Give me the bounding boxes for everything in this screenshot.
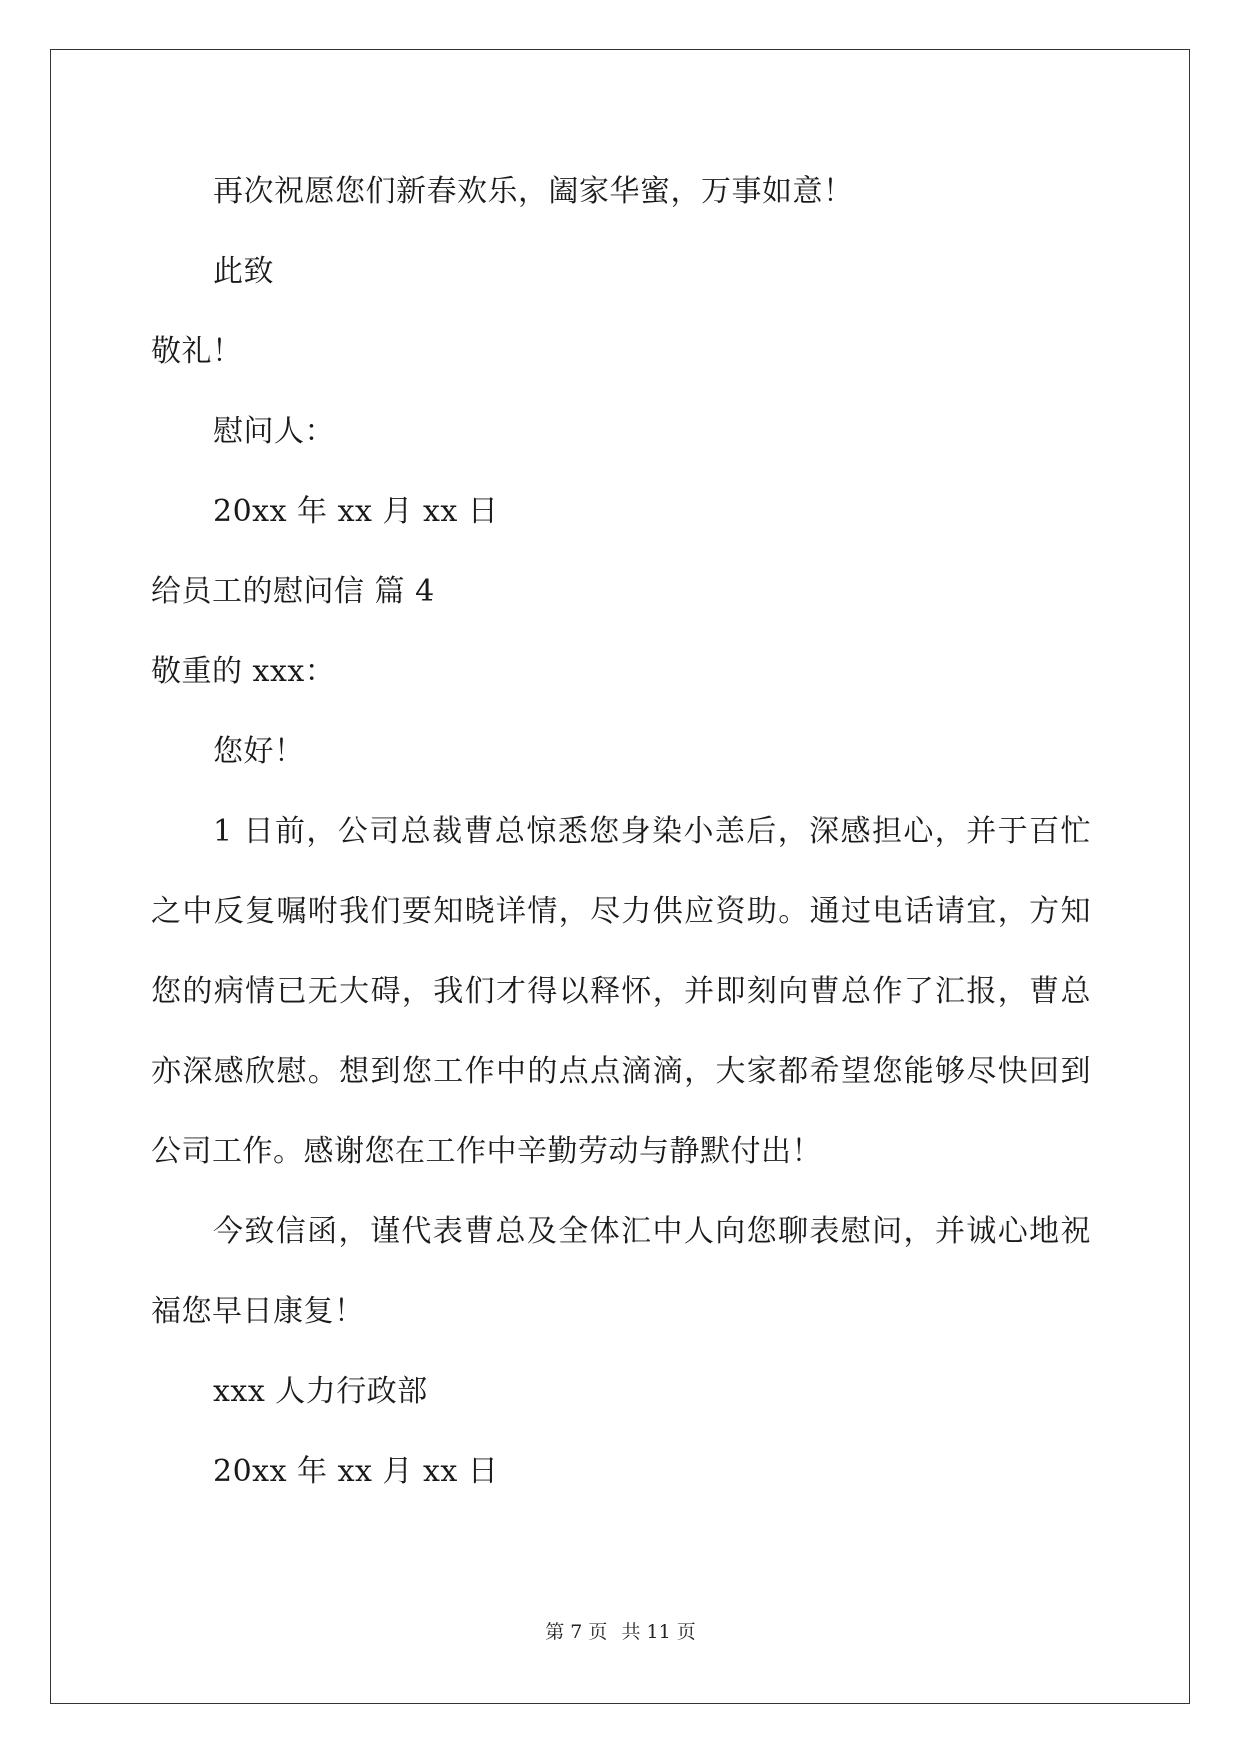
page-total: 共 11 页 — [621, 1621, 696, 1643]
body-paragraph-line: 您的病情已无大碍，我们才得以释怀，并即刻向曹总作了汇报，曹总 — [151, 974, 1091, 1009]
body-paragraph-line: 1 日前，公司总裁曹总惊悉您身染小恙后，深感担心，并于百忙 — [213, 814, 1091, 849]
body-paragraph-line: 福您早日康复！ — [151, 1294, 365, 1329]
sender-label: 慰问人： — [213, 414, 335, 449]
body-paragraph-line: 今致信函，谨代表曹总及全体汇中人向您聊表慰问，并诚心地祝 — [213, 1214, 1091, 1249]
closing-wishes: 再次祝愿您们新春欢乐，阖家华蜜，万事如意！ — [213, 174, 854, 209]
salutation-jingli: 敬礼！ — [151, 334, 243, 369]
body-paragraph-line: 公司工作。感谢您在工作中辛勤劳动与静默付出！ — [151, 1134, 822, 1169]
body-paragraph-line: 之中反复嘱咐我们要知晓详情，尽力供应资助。通过电话请宜，方知 — [151, 894, 1091, 929]
recipient-greeting: 敬重的 xxx： — [151, 654, 336, 689]
section-heading: 给员工的慰问信 篇 4 — [151, 574, 435, 609]
signature-department: xxx 人力行政部 — [213, 1374, 428, 1409]
date-line: 20xx 年 xx 月 xx 日 — [213, 494, 499, 529]
page-number: 第 7 页 — [545, 1621, 608, 1643]
salutation-cizhi: 此致 — [213, 254, 274, 289]
greeting-hello: 您好！ — [213, 734, 305, 769]
signature-date: 20xx 年 xx 月 xx 日 — [213, 1454, 499, 1489]
page-footer — [0, 1620, 1241, 1644]
body-paragraph-line: 亦深感欣慰。想到您工作中的点点滴滴，大家都希望您能够尽快回到 — [151, 1054, 1091, 1089]
